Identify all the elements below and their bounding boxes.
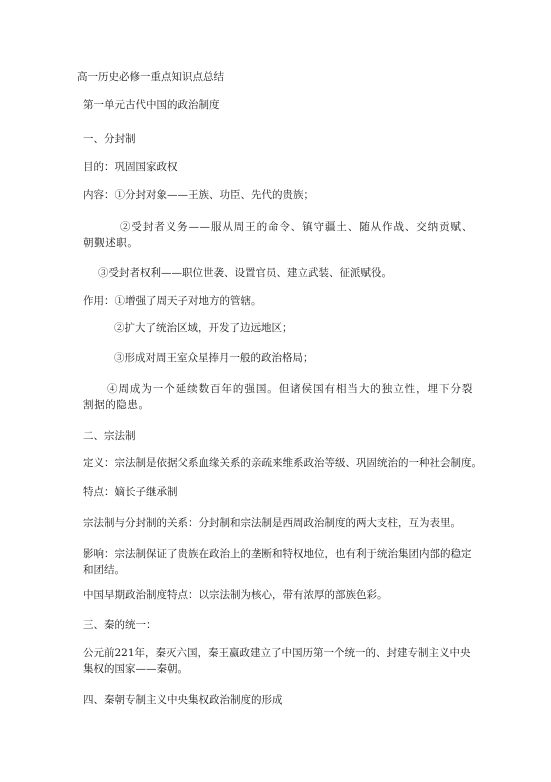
section-heading: 二、宗法制	[83, 430, 136, 442]
paragraph: ③受封者权利——职位世袭、设置官员、建立武装、征派赋役。	[98, 267, 392, 279]
paragraph: 作用：①增强了周天子对地方的管辖。	[83, 295, 262, 307]
paragraph: ④周成为一个延续数百年的强国。但诸侯国有相当大的独立性，埋下分裂割据的隐患。	[83, 383, 473, 411]
section-heading: 三、秦的统一：	[83, 619, 157, 631]
paragraph: 中国早期政治制度特点：以宗法制为核心，带有浓厚的部族色彩。	[83, 589, 388, 601]
paragraph: 公元前221年，秦灭六国，秦王嬴政建立了中国历第一个统一的、封建专制主义中央集权的国家——秦朝。	[83, 647, 471, 675]
paragraph: 目的：巩固国家政权	[83, 161, 178, 173]
paragraph: ③形成对周王室众星捧月一般的政治格局；	[114, 352, 314, 364]
section-heading: 四、秦朝专制主义中央集权政治制度的形成	[83, 694, 283, 706]
section-heading: 一、分封制	[83, 133, 136, 145]
paragraph: 内容：①分封对象——王族、功臣、先代的贵族；	[83, 189, 314, 201]
paragraph: ②扩大了统治区域，开发了边远地区；	[114, 322, 293, 334]
unit-heading: 第一单元古代中国的政治制度	[83, 99, 220, 111]
document-title: 高一历史必修一重点知识点总结	[77, 71, 224, 83]
paragraph: 定义：宗法制是依据父系血缘关系的亲疏来维系政治等级、巩固统治的一种社会制度。	[83, 457, 482, 469]
paragraph: 宗法制与分封制的关系：分封制和宗法制是西周政治制度的两大支柱，互为表里。	[83, 517, 461, 529]
paragraph: 影响：宗法制保证了贵族在政治上的垄断和特权地位，也有利于统治集团内部的稳定和团结。	[83, 548, 472, 576]
paragraph: ②受封者义务——服从周王的命令、镇守疆土、随从作战、交纳贡赋、朝觐述职。	[83, 221, 473, 249]
paragraph: 特点：嫡长子继承制	[83, 486, 178, 498]
